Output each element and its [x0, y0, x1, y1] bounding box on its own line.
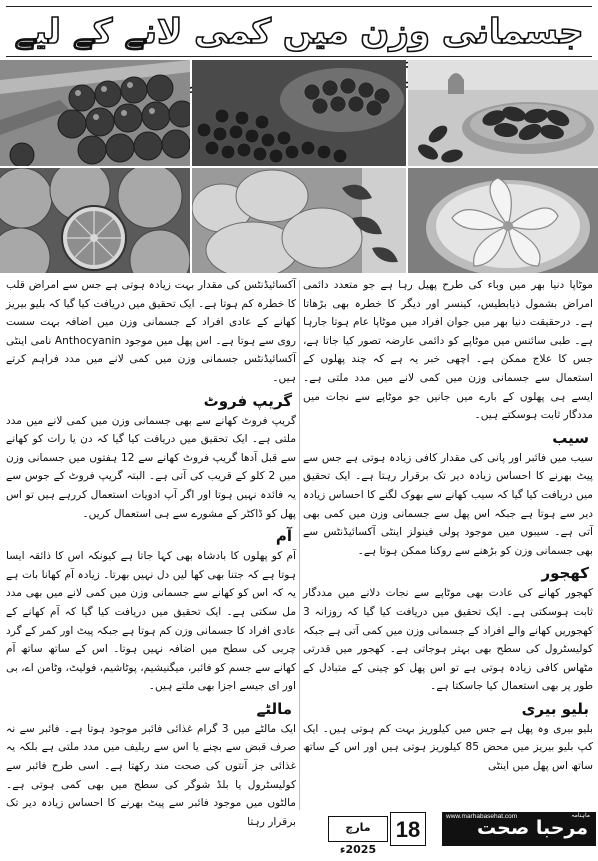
article-column-right — [303, 276, 593, 776]
mangoes-photo — [192, 168, 406, 273]
title-rule-bottom — [6, 56, 592, 57]
mandarin-photo — [408, 168, 598, 273]
blueberries-photo — [192, 60, 406, 166]
section-text-orange: ایک مالٹے میں 3 گرام غذائی فائبر موجود ہوتا ہے۔ فائبر سے نہ صرف قبض سے بچنے یا اس سے ریلیف میں مدد ملتی ہے بلکہ یہ غذائی جز آنتوں کی صحت مند رکھتا ہے۔ اسی طرح فائبر سے کولیسٹرول یا بلڈ شوگر کی سطح میں بھی کمی ہوتی ہے۔ مالٹوں میں موجود فائبر سے پیٹ بھرنے کا احساس زیادہ دیر تک برقرار رہتا — [6, 722, 296, 828]
page-number: 18 — [390, 812, 426, 846]
section-text-mango: آم کو پھلوں کا بادشاہ بھی کہا جاتا ہے کیونکہ اس کا ذائقہ ایسا ہوتا ہے کہ جتنا بھی کھا لیں دل نہیں بھرتا۔ زیادہ آم کھانا بات ہے یہ کہ اس کو کھانے سے جسمانی وزن میں کمی لانے میں بھی مدد مل سکتی ہے۔ ایک تحقیق میں دریافت کیا گیا کہ آم کھانے کے عادی افراد کا جسمانی وزن کم ہوتا ہے جبکہ پیٹ اور کمر کے گرد چربی کی سطح میں اضافہ نہیں ہوتا۔ اس کے ساتھ ساتھ آم کھانے سے جسم کو فائبر، میگنیشیم، پوٹاشیم، فولیٹ، وٹامن اے، بی اور ای جیسے اجزا بھی ملتے ہیں۔ — [6, 550, 296, 693]
apples-photo — [0, 60, 190, 166]
magazine-masthead — [328, 812, 596, 856]
section-heading-mango: آم — [275, 527, 292, 546]
article-column-left — [6, 276, 296, 831]
section-text-grapefruit: گریپ فروٹ کھانے سے بھی جسمانی وزن میں کمی لانے میں مدد ملتی ہے۔ ایک تحقیق میں دریافت کیا گیا کہ دن یا رات کو کھانے سے قبل آدھا گریپ فروٹ کھانے سے 12 ہفتوں میں جسمانی وزن میں 2 کلو کے قریب کی آتی ہے۔ البتہ گریپ فروٹ کے جوس سے یہ فائدہ نہیں ہوتا اور اگر آپ ادویات استعمال کررہے ہیں تو اس پھل کو ڈاکٹر کے مشورے سے ہی استعمال کریں۔ — [6, 414, 297, 520]
page-title: جسمانی وزن میں کمی لانے کے لیے — [14, 12, 584, 52]
section-heading-apple: سیب — [552, 428, 589, 447]
title-band — [0, 0, 598, 60]
section-text-dates: کھجور کھانے کی عادت بھی موٹاپے سے نجات دلانے میں مددگار ثابت ہوسکتی ہے۔ ایک تحقیق میں دریافت کیا گیا کہ روزانہ 3 کھجوریں کھانے والے افراد کے جسمانی وزن میں کمی آتی ہے جبکہ کولیسٹرول کی سطح بھی بہتر ہوجاتی ہے۔ کھجور میں قدرتی مٹھاس کافی زیادہ ہوتی ہے تو اس پھل کو چینی کے متبادل کے طور پر بھی استعمال کیا جاسکتا ہے۔ — [303, 587, 593, 693]
section-text-blueberry: بلیو بیری وہ پھل ہے جس میں کیلوریز بہت کم ہوتی ہیں۔ ایک کپ بلیو بیریز میں محض 85 کیلوریز ہوتی ہیں اور اس کے ساتھ ساتھ اس پھل میں اینٹی — [303, 722, 593, 773]
brand-box — [442, 812, 596, 846]
title-rule-top — [6, 6, 592, 7]
column-divider — [299, 280, 300, 810]
magazine-logo: مرحبا صحت — [477, 817, 588, 839]
section-heading-blueberry: بلیو بیری — [521, 699, 589, 718]
issue-date: مارچ 2025ء — [328, 816, 388, 842]
website-url: www.marhabasehat.com — [446, 813, 518, 820]
photo-collage — [0, 60, 598, 273]
monthly-label: ماہنامہ — [571, 812, 590, 819]
intro-paragraph: موٹاپا دنیا بھر میں وباء کی طرح پھیل رہا ہے جو متعدد دائمی امراض بشمول ذیابطیس، کینسر اور دیگر کا خطرہ بھی بڑھاتا ہے۔ درحقیقت دنیا بھر میں جوان افراد میں موٹاپا عام ہوتا جارہا ہے۔ طبی سائنس میں موٹاپے کو دائمی عارضہ تصور کیا جاتا ہے، جس کا علاج ممکن ہے۔ اچھی خبر یہ ہے کہ چند پھلوں کے استعمال سے جسمانی وزن میں کمی لانے میں مدد ملتی ہے۔ ایسے ہی پھلوں کے بارے میں جانیں جو موٹاپے سے نجات میں مددگار ثابت ہوسکتے ہیں۔ — [303, 279, 593, 422]
blueberry-continued-paragraph: آکسائیڈنٹس کی مقدار بہت زیادہ ہوتی ہے جس سے امراض قلب کا خطرہ کم ہوتا ہے۔ ایک تحقیق میں دریافت کیا گیا کہ بلیو بیریز کھانے کے عادی افراد کے جسمانی وزن میں اضافہ بہت سست روی سے ہوتا ہے۔ اس پھل میں موجود Anthocyanin نامی اینٹی آکسائیڈنٹس جسمانی وزن میں کمی لانے میں مدد فراہم کرتے ہیں۔ — [6, 279, 297, 384]
section-heading-grapefruit: گریپ فروٹ — [203, 391, 292, 410]
section-heading-orange: مالٹے — [256, 699, 292, 718]
grapefruit-photo — [0, 168, 190, 273]
section-heading-dates: کھجور — [541, 564, 589, 583]
dates-photo — [408, 60, 598, 166]
section-text-apple: سیب میں فائبر اور پانی کی مقدار کافی زیادہ ہوتی ہے جس سے پیٹ بھرنے کا احساس زیادہ دیر تک برقرار رہتا ہے۔ ایک تحقیق میں دریافت کیا گیا کہ سیب کھانے سے بھوک لگنے کا احساس زیادہ دیر سے ہوتا ہے جبکہ اس پھل سے جسمانی وزن میں کمی بھی آتی ہے۔ سیبوں میں موجود پولی فینولز اینٹی آکسائیڈنٹس سے بھی جسمانی وزن کو بڑھنے سے روکنا ممکن ہوتا ہے۔ — [303, 451, 593, 557]
